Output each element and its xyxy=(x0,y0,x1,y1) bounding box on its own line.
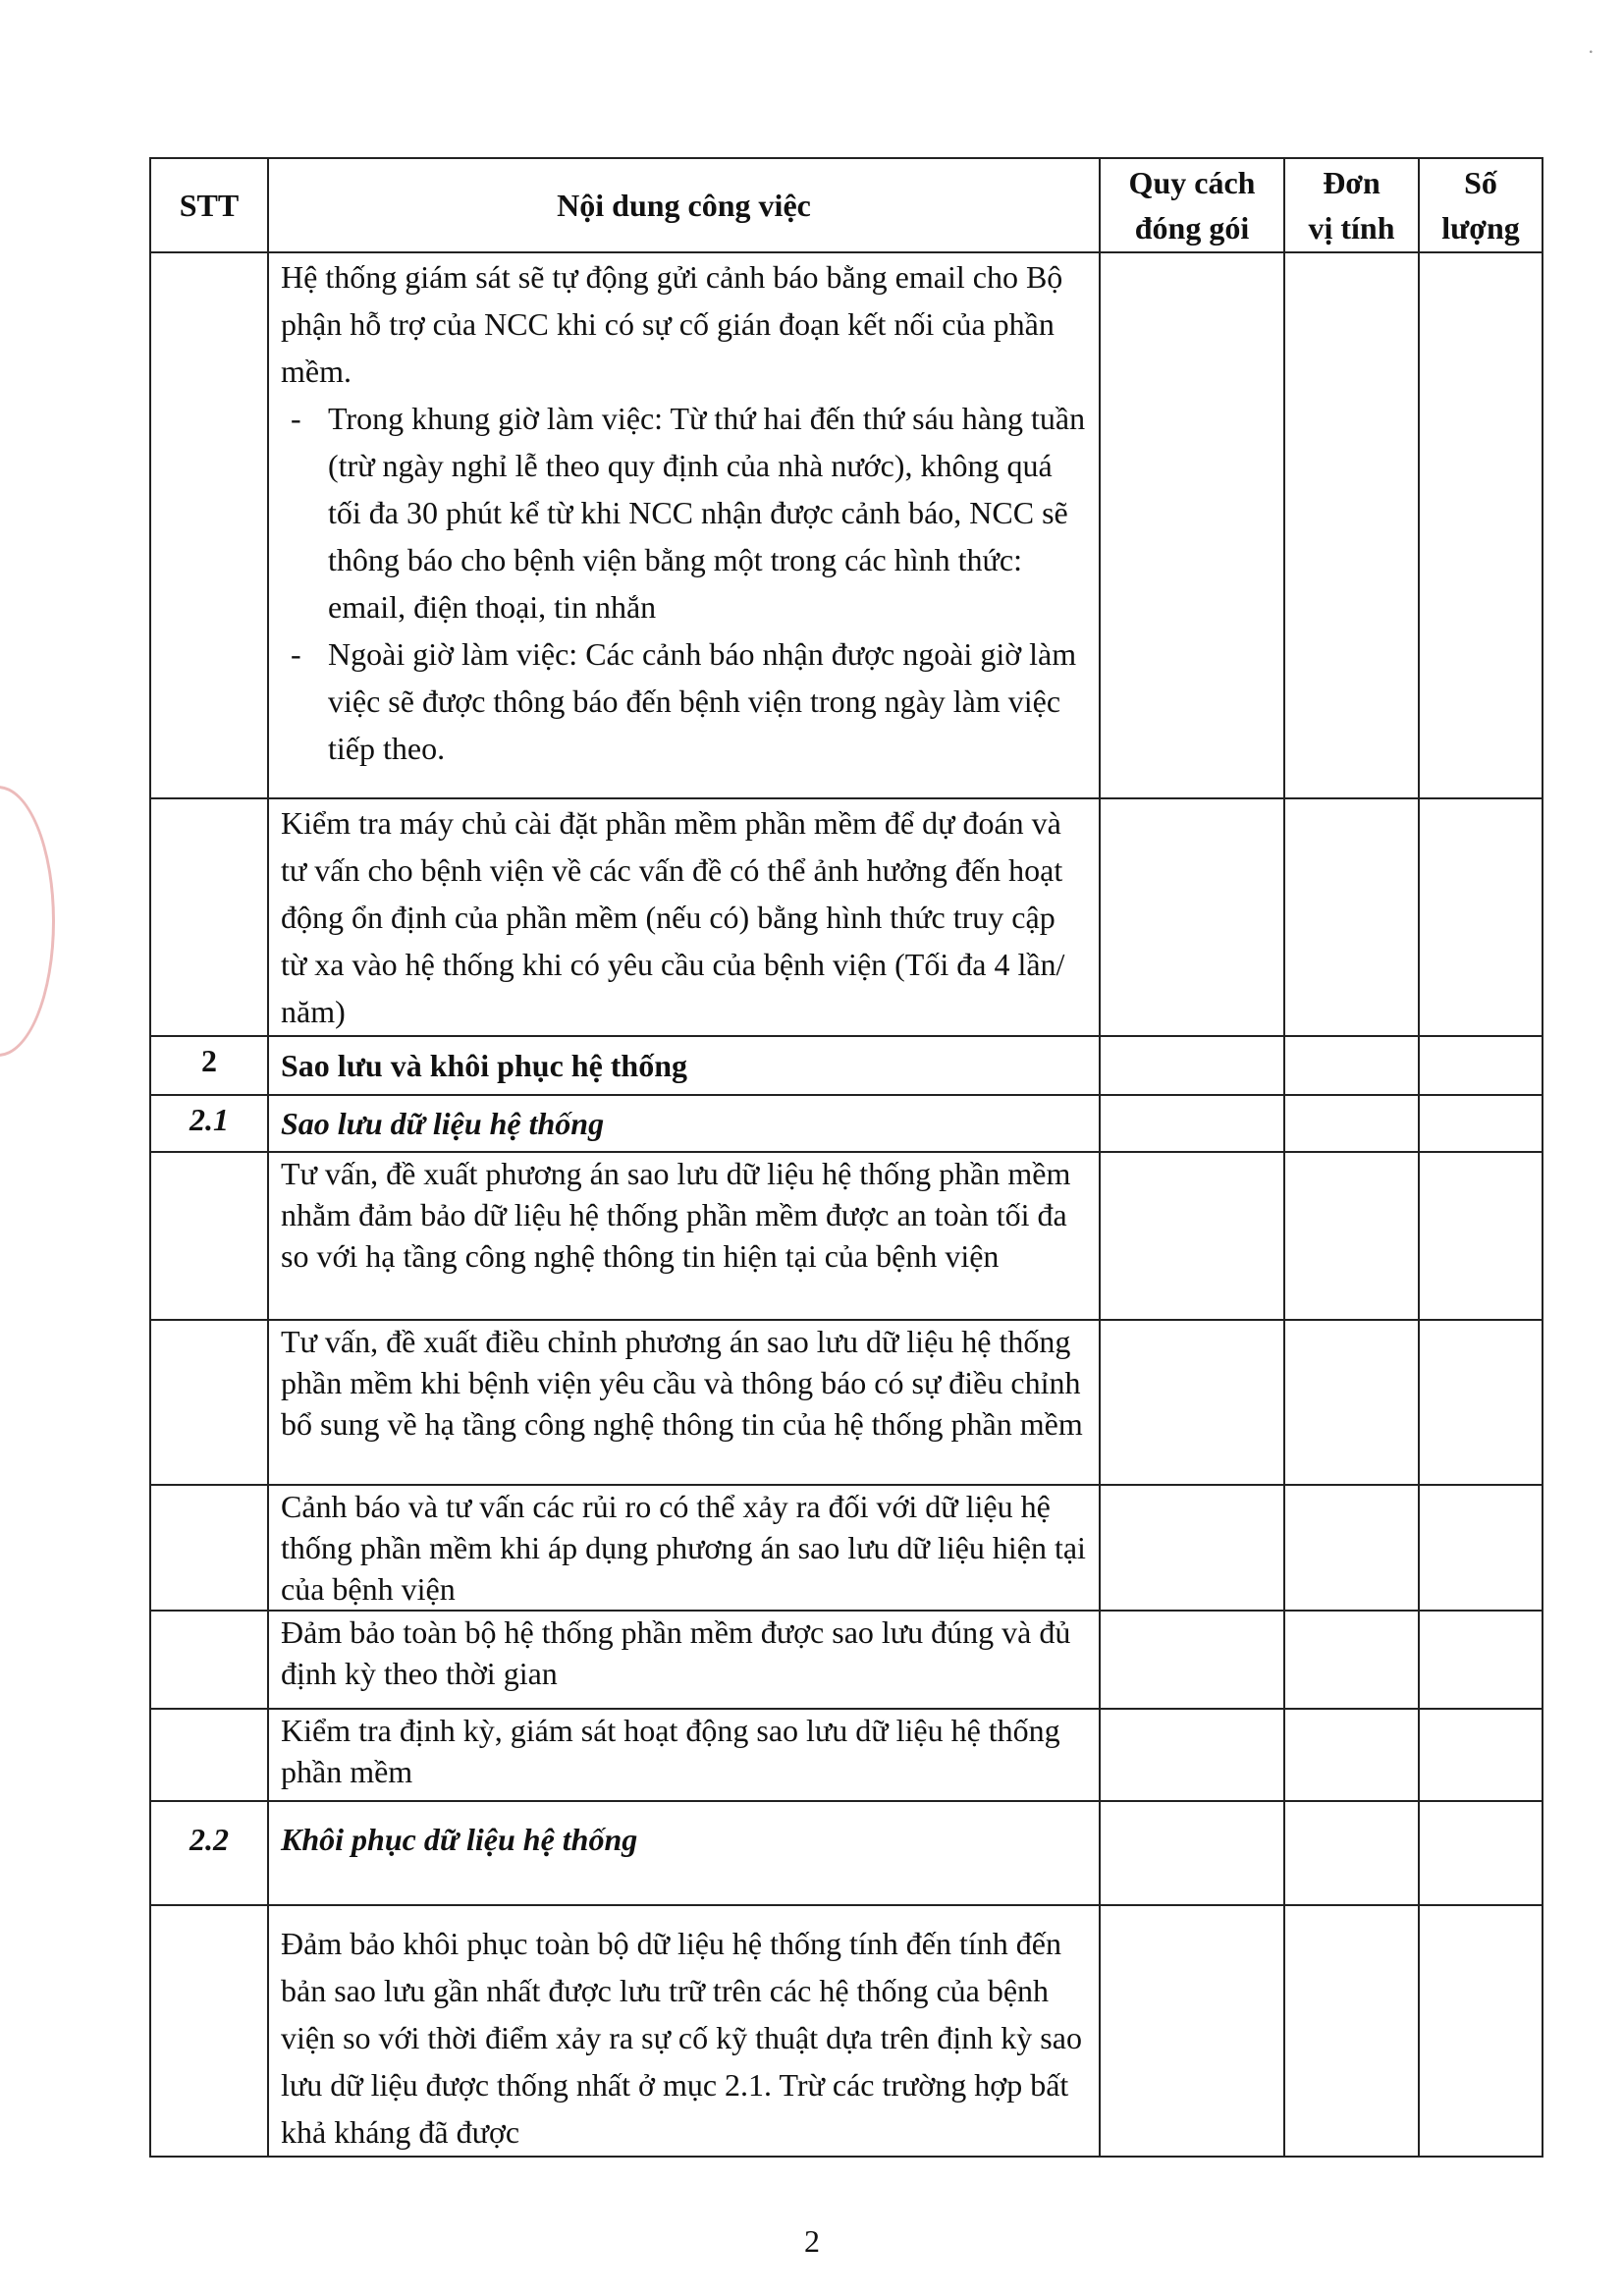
stt-cell xyxy=(150,1152,268,1320)
quantity-cell xyxy=(1419,1485,1543,1611)
unit-cell xyxy=(1284,1152,1419,1320)
unit-cell xyxy=(1284,1485,1419,1611)
content-cell: Cảnh báo và tư vấn các rủi ro có thể xảy ra đối với dữ liệu hệ thống phần mềm khi áp dụng phương án sao lưu dữ liệu hiện tại của bệnh viện xyxy=(268,1485,1100,1611)
unit-cell xyxy=(1284,1320,1419,1485)
subsection-row xyxy=(150,1095,1543,1152)
packing-cell xyxy=(1100,1905,1284,2157)
packing-cell xyxy=(1100,798,1284,1036)
page-number: 2 xyxy=(804,2223,820,2259)
header-packing xyxy=(1100,158,1284,252)
subsection-row xyxy=(150,1801,1543,1905)
quantity-cell xyxy=(1419,1036,1543,1095)
header-unit-line1: Đơn xyxy=(1323,165,1380,200)
after-hours-text: Ngoài giờ làm việc: Các cảnh báo nhận được ngoài giờ làm việc sẽ được thông báo đến bệnh viện trong ngày làm việc tiếp theo. xyxy=(328,636,1077,766)
content-cell: Đảm bảo toàn bộ hệ thống phần mềm được sao lưu đúng và đủ định kỳ theo thời gian xyxy=(268,1611,1100,1709)
list-item xyxy=(281,630,1087,772)
stt-cell xyxy=(150,1485,268,1611)
packing-cell xyxy=(1100,1152,1284,1320)
packing-cell xyxy=(1100,1709,1284,1801)
subsection-number: 2.1 xyxy=(150,1095,268,1152)
table-row xyxy=(150,1320,1543,1485)
content-cell: Tư vấn, đề xuất điều chỉnh phương án sao lưu dữ liệu hệ thống phần mềm khi bệnh viện yêu cầu và thông báo có sự điều chỉnh bổ sung về hạ tầng công nghệ thông tin của hệ thống phần mềm xyxy=(268,1320,1100,1485)
header-packing-line2: đóng gói xyxy=(1134,210,1250,246)
quantity-cell xyxy=(1419,1801,1543,1905)
work-content-table xyxy=(149,157,1543,2158)
stt-cell xyxy=(150,1611,268,1709)
table-row xyxy=(150,1709,1543,1801)
quantity-cell xyxy=(1419,1152,1543,1320)
stt-cell xyxy=(150,1905,268,2157)
section-row xyxy=(150,1036,1543,1095)
section-title: Sao lưu và khôi phục hệ thống xyxy=(268,1036,1100,1095)
table-row xyxy=(150,1485,1543,1611)
section-number: 2 xyxy=(150,1036,268,1095)
content-cell: Tư vấn, đề xuất phương án sao lưu dữ liệu hệ thống phần mềm nhằm đảm bảo dữ liệu hệ thống phần mềm được an toàn tối đa so với hạ tầng công nghệ thông tin hiện tại của bệnh viện xyxy=(268,1152,1100,1320)
unit-cell xyxy=(1284,1611,1419,1709)
subsection-title: Khôi phục dữ liệu hệ thống xyxy=(268,1801,1100,1905)
subsection-number: 2.2 xyxy=(150,1801,268,1905)
header-quantity xyxy=(1419,158,1543,252)
stt-cell xyxy=(150,798,268,1036)
scan-speck: · xyxy=(1587,39,1595,64)
quantity-cell xyxy=(1419,252,1543,798)
unit-cell xyxy=(1284,1709,1419,1801)
quantity-cell xyxy=(1419,798,1543,1036)
monitoring-intro: Hệ thống giám sát sẽ tự động gửi cảnh báo bằng email cho Bộ phận hỗ trợ của NCC khi có sự cố gián đoạn kết nối của phần mềm. xyxy=(281,259,1063,389)
quantity-cell xyxy=(1419,1905,1543,2157)
content-cell: Kiểm tra máy chủ cài đặt phần mềm phần mềm để dự đoán và tư vấn cho bệnh viện về các vấn đề có thể ảnh hưởng đến hoạt động ổn định của phần mềm (nếu có) bằng hình thức truy cập từ xa vào hệ thống khi có yêu cầu của bệnh viện (Tối đa 4 lần/ năm) xyxy=(268,798,1100,1036)
header-unit xyxy=(1284,158,1419,252)
header-row xyxy=(150,158,1543,252)
unit-cell xyxy=(1284,1095,1419,1152)
packing-cell xyxy=(1100,1095,1284,1152)
table-row xyxy=(150,798,1543,1036)
header-stt: STT xyxy=(150,158,268,252)
working-hours-text: Trong khung giờ làm việc: Từ thứ hai đến thứ sáu hàng tuần (trừ ngày nghỉ lễ theo quy định của nhà nước), không quá tối đa 30 phút kể từ khi NCC nhận được cảnh báo, NCC sẽ thông báo cho bệnh viện bằng một trong các hình thức: email, điện thoại, tin nhắn xyxy=(328,401,1086,625)
packing-cell xyxy=(1100,1320,1284,1485)
unit-cell xyxy=(1284,252,1419,798)
packing-cell xyxy=(1100,1611,1284,1709)
content-cell: Đảm bảo khôi phục toàn bộ dữ liệu hệ thống tính đến tính đến bản sao lưu gần nhất được lưu trữ trên các hệ thống của bệnh viện so với thời điểm xảy ra sự cố kỹ thuật dựa trên định kỳ sao lưu dữ liệu được thống nhất ở mục 2.1. Trừ các trường hợp bất khả kháng đã được xyxy=(268,1905,1100,2157)
unit-cell xyxy=(1284,1905,1419,2157)
table-row xyxy=(150,252,1543,798)
dash-bullet: - xyxy=(291,401,301,436)
quantity-cell xyxy=(1419,1320,1543,1485)
list-item xyxy=(281,395,1087,630)
quantity-cell xyxy=(1419,1709,1543,1801)
packing-cell xyxy=(1100,252,1284,798)
table-row xyxy=(150,1905,1543,2157)
unit-cell xyxy=(1284,1801,1419,1905)
dash-bullet: - xyxy=(291,636,301,672)
header-content: Nội dung công việc xyxy=(268,158,1100,252)
packing-cell xyxy=(1100,1485,1284,1611)
table-row xyxy=(150,1611,1543,1709)
content-cell: Kiểm tra định kỳ, giám sát hoạt động sao lưu dữ liệu hệ thống phần mềm xyxy=(268,1709,1100,1801)
table-row xyxy=(150,1152,1543,1320)
stt-cell xyxy=(150,252,268,798)
packing-cell xyxy=(1100,1801,1284,1905)
unit-cell xyxy=(1284,1036,1419,1095)
packing-cell xyxy=(1100,1036,1284,1095)
content-cell xyxy=(268,252,1100,798)
quantity-cell xyxy=(1419,1611,1543,1709)
subsection-title: Sao lưu dữ liệu hệ thống xyxy=(268,1095,1100,1152)
quantity-cell xyxy=(1419,1095,1543,1152)
stt-cell xyxy=(150,1709,268,1801)
header-packing-line1: Quy cách xyxy=(1128,165,1256,200)
header-unit-line2: vị tính xyxy=(1308,210,1395,246)
stt-cell xyxy=(150,1320,268,1485)
red-stamp-fragment xyxy=(0,786,55,1057)
header-quantity-line2: lượng xyxy=(1441,210,1520,246)
unit-cell xyxy=(1284,798,1419,1036)
header-quantity-line1: Số xyxy=(1464,165,1497,200)
